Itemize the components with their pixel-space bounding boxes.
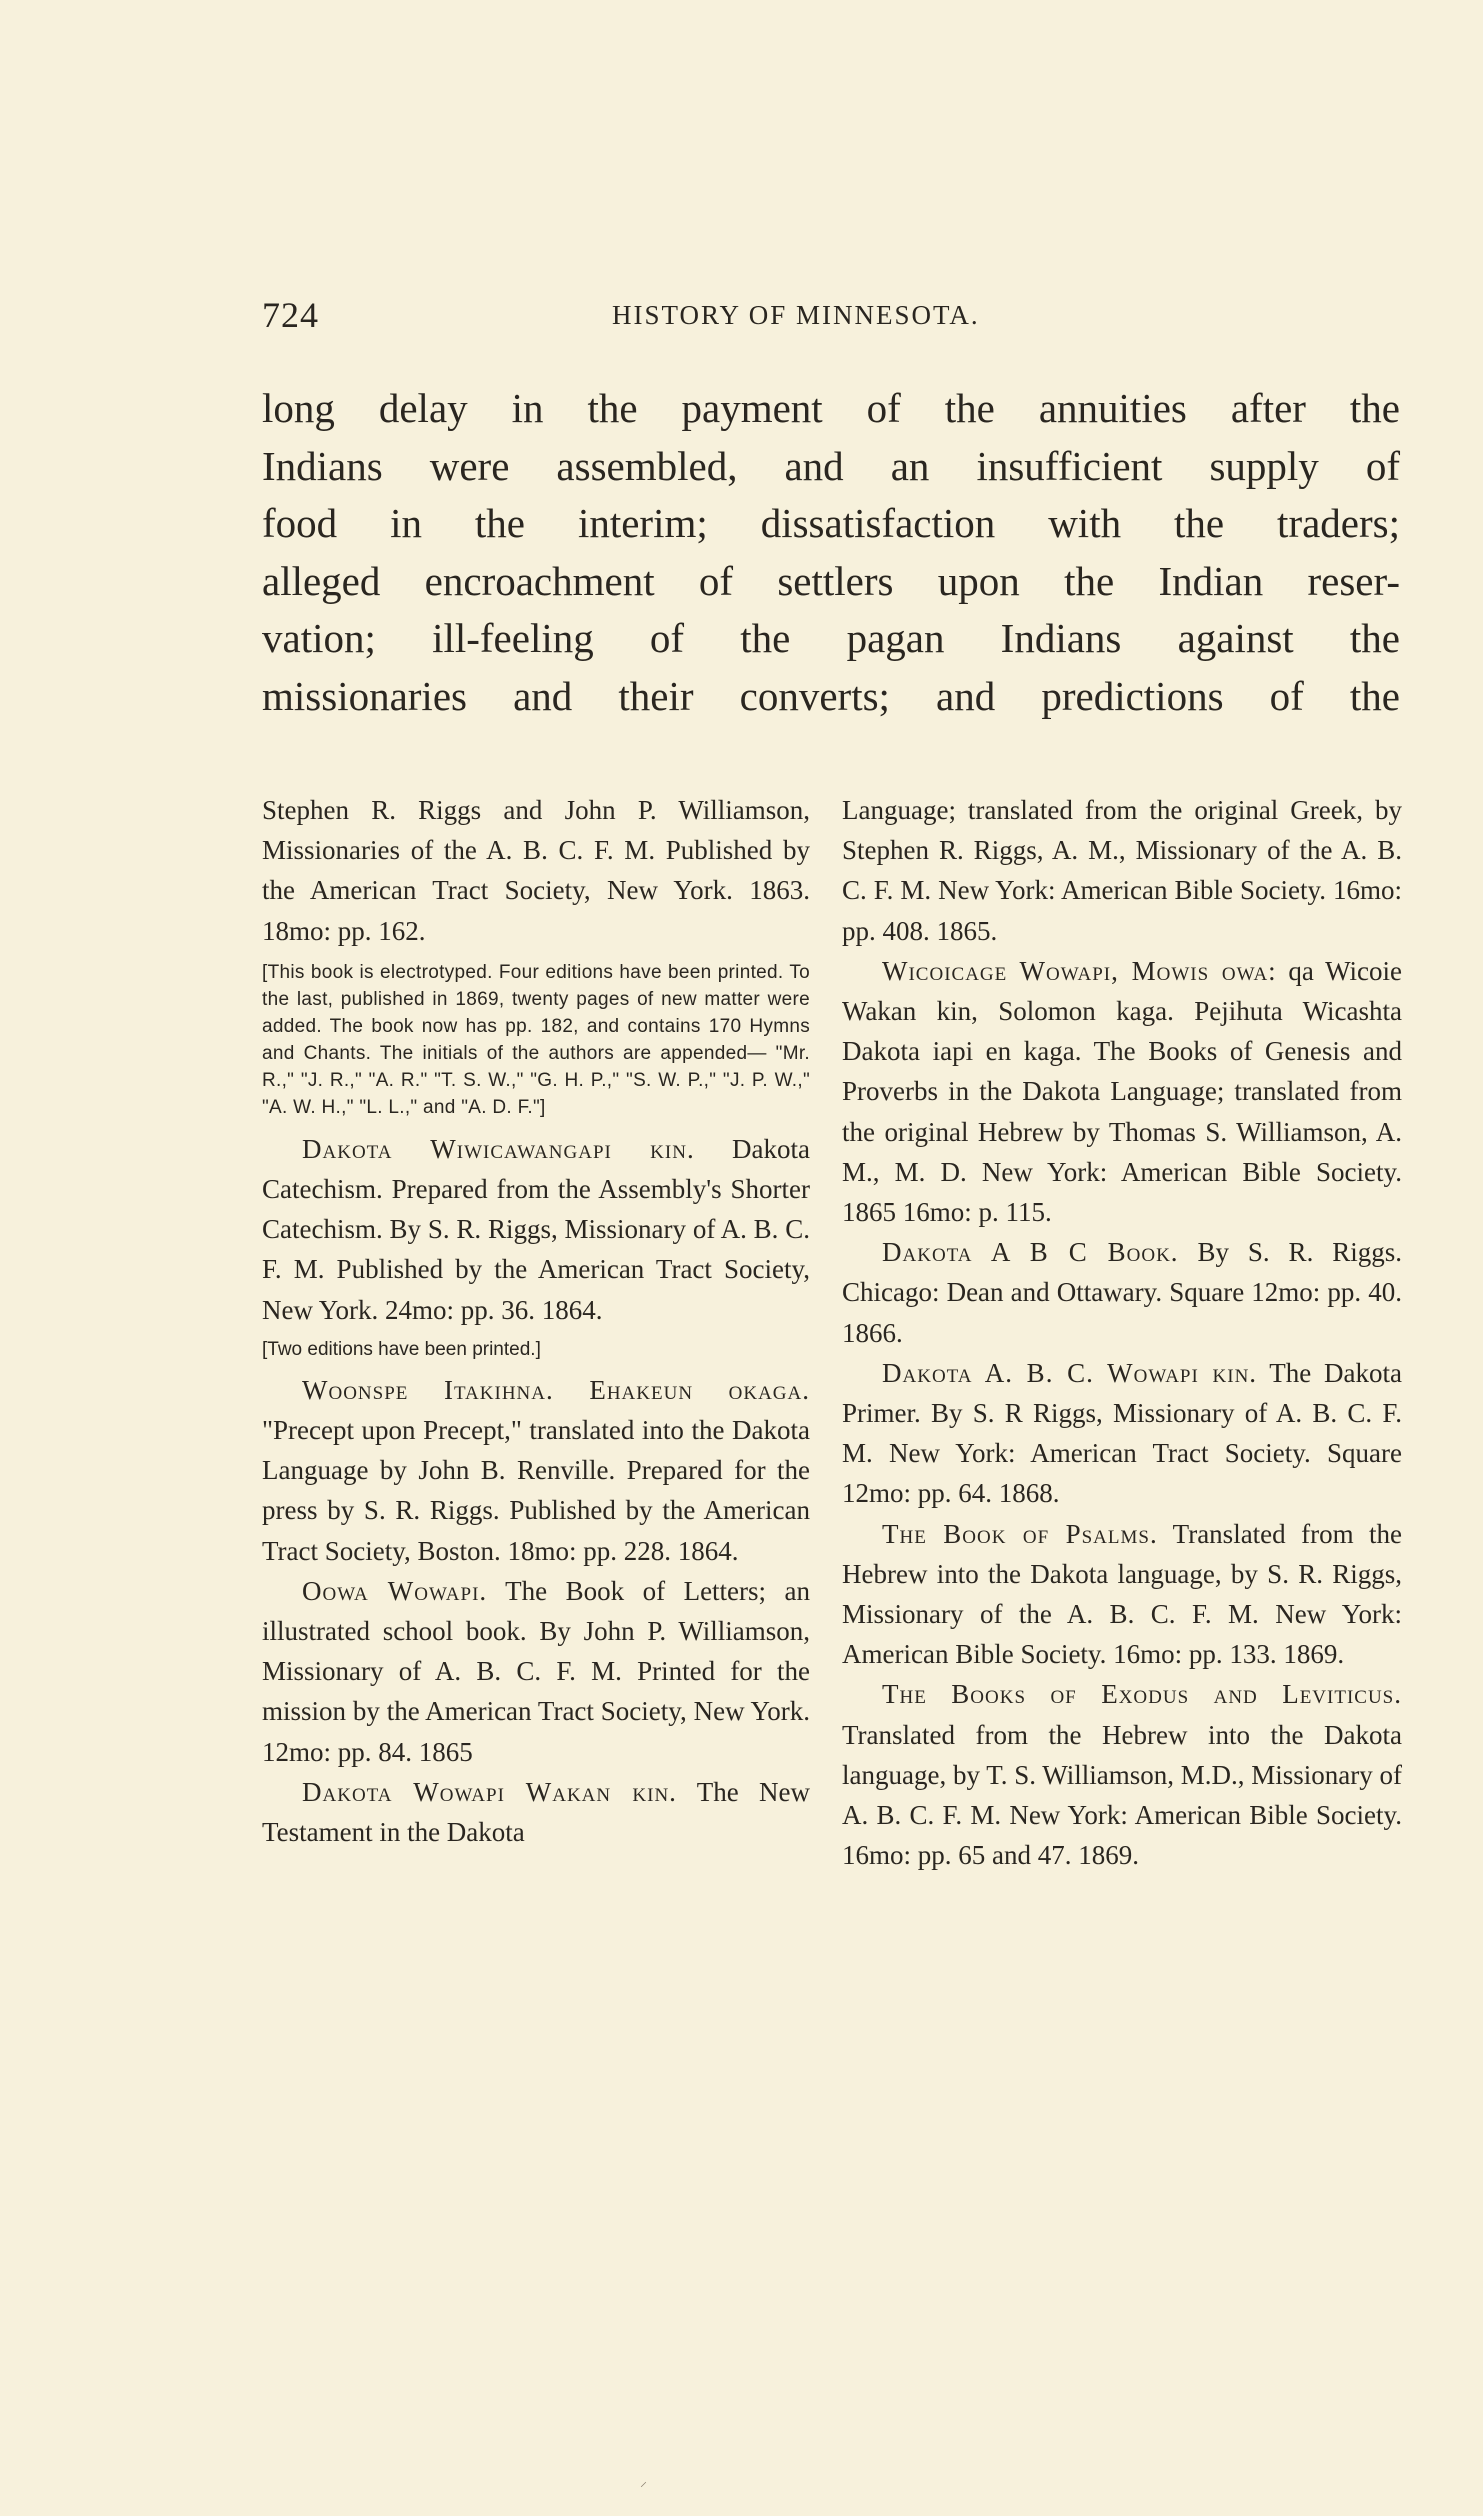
entry-body: By S. R. Riggs. Chicago: Dean and Ottawary. Square 12mo: pp. 40. 1866. [842,1237,1402,1348]
intro-line: Indians were assembled, and an insufficient supply of [262,442,1400,489]
entry-body: Dakota Catechism. Prepared from the Assembly's Shorter Catechism. By S. R. Riggs, Missionary of A. B. C. F. M. Published by the American Tract Society, New York. 24mo: pp. 36. 1864. [262,1133,810,1325]
editorial-note: [Two editions have been printed.] [262,1338,541,1360]
entry-title: Dakota Wiwicawangapi kin. [302,1133,695,1164]
intro-line: alleged encroachment of settlers upon the Indian reser- [262,557,1400,604]
intro-line: food in the interim; dissatisfaction with the traders; [262,500,1400,546]
bibliography-entry [262,1772,810,1852]
entry-title: The Books of Exodus and Leviticus. [882,1679,1402,1710]
print-speck-mark: ⸝ [640,2475,647,2490]
entry-title: Dakota A B C Book. [882,1237,1179,1268]
intro-line: long delay in the payment of the annuities after the [262,385,1400,431]
entry-body: "Precept upon Precept," translated into the Dakota Language by John B. Renville. Prepared for the press by S. R. Riggs. Published by the American Tract Society, Boston. 18mo: pp. 228. 1864. [262,1415,810,1566]
bibliography-entry [262,1571,810,1772]
running-title: HISTORY OF MINNESOTA. [612,300,980,330]
entry-title: Woonspe Itakihna. Ehakeun okaga. [302,1374,810,1405]
bibliography-entry [842,1232,1402,1353]
intro-line: vation; ill-feeling of the pagan Indians against the [262,615,1400,661]
entry-body: Translated from the Hebrew into the Dakota language, by S. R. Riggs, Missionary of the A. B. C. F. M. New York: American Bible Society. 16mo: pp. 133. 1869. [842,1518,1403,1670]
bibliography-entry [262,1129,810,1330]
bibliography-entry: Language; translated from the original Greek, by Stephen R. Riggs, A. M., Missionary of the A. B. C. F. M. New York: American Bible Society. 16mo: pp. 408. 1865. [842,795,1402,946]
intro-paragraph [262,380,1400,725]
bibliography-entry [262,1370,810,1571]
entry-title: Dakota Wowapi Wakan kin. [302,1776,677,1807]
bibliography-entry [842,1514,1402,1675]
entry-title: The Book of Psalms. [882,1518,1158,1549]
page-number: 724 [262,295,319,335]
intro-line: missionaries and their converts; and predictions of the [262,672,1400,719]
editorial-note: [This book is electrotyped. Four editions have been printed. To the last, published in 1869, twenty pages of new matter were added. The book now has pp. 182, and contains 170 Hymns and Chants. The initials of the authors are appended— "Mr. R.," "J. R.," "A. R." "T. S. W.," "G. H. P.," "S. W. P.," "J. P. W.," "A. W. H.," "L. L.," and "A. D. F."] [262,961,810,1118]
entry-title: Wicoicage Wowapi, Mowis owa: [882,955,1277,986]
entry-body: The New Testament in the Dakota [262,1776,810,1848]
entry-body: qa Wicoie Wakan kin, Solomon kaga. Pejihuta Wicashta Dakota iapi en kaga. The Books of Genesis and Proverbs in the Dakota Language; translated from the original Hebrew by Thomas S. Williamson, A. M., M. D. New York: American Bible Society. 1865 16mo: p. 115. [842,955,1402,1228]
entry-title: Oowa Wowapi. [302,1575,488,1606]
bibliography-entry [842,1353,1402,1514]
right-column [842,790,1402,1875]
left-column [262,790,810,1852]
bibliography-entry [842,951,1402,1232]
entry-body: The Book of Letters; an illustrated school book. By John P. Williamson, Missionary of A. B. C. F. M. Printed for the mission by the American Tract Society, New York. 12mo: pp. 84. 1865 [262,1575,811,1767]
entry-title: Dakota A. B. C. Wowapi kin. [882,1357,1258,1388]
bibliography-entry: Stephen R. Riggs and John P. Williamson, Missionaries of the A. B. C. F. M. Published by the American Tract Society, New York. 1863. 18mo: pp. 162. [262,795,810,946]
bibliography-entry [842,1674,1402,1875]
entry-body: Translated from the Hebrew into the Dakota language, by T. S. Williamson, M.D., Missionary of A. B. C. F. M. New York: American Bible Society. 16mo: pp. 65 and 47. 1869. [842,1719,1402,1871]
page-header [262,294,1202,334]
entry-body: The Dakota Primer. By S. R Riggs, Missionary of A. B. C. F. M. New York: American Tract Society. Square 12mo: pp. 64. 1868. [842,1357,1402,1509]
